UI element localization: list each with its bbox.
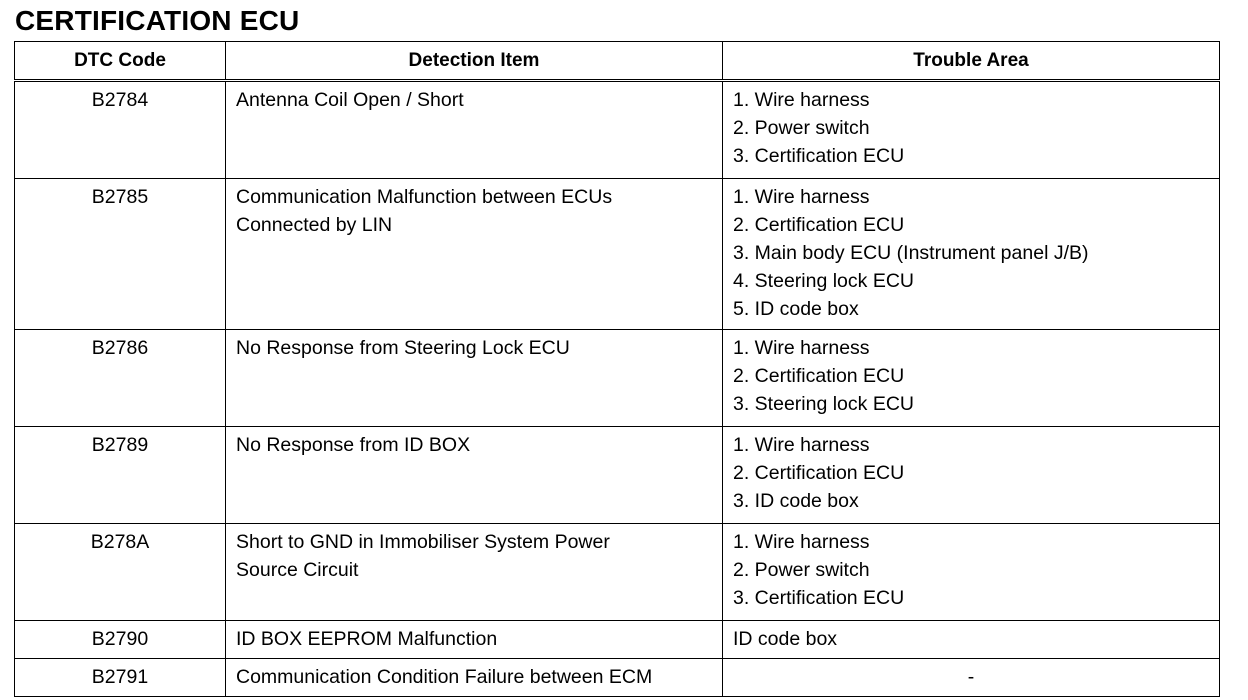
trouble-area-cell xyxy=(723,81,1220,179)
dtc-code-cell: B2791 xyxy=(15,659,226,697)
trouble-area-item: 1. Wire harness xyxy=(733,434,870,456)
dtc-code-cell: B2785 xyxy=(15,179,226,330)
trouble-area-item: 2. Power switch xyxy=(733,559,870,581)
detection-item-cell xyxy=(226,179,723,330)
table-row xyxy=(15,81,1220,179)
header-dtc-code: DTC Code xyxy=(15,42,226,81)
dtc-code-cell: B2786 xyxy=(15,330,226,427)
trouble-area-cell xyxy=(723,659,1220,697)
header-detection-item: Detection Item xyxy=(226,42,723,81)
detection-item-cell xyxy=(226,621,723,659)
page-title: CERTIFICATION ECU xyxy=(15,5,300,36)
trouble-area-item: 3. Steering lock ECU xyxy=(733,393,914,415)
detection-item-cell xyxy=(226,427,723,524)
trouble-area-item: 2. Certification ECU xyxy=(733,462,905,484)
header-trouble-area: Trouble Area xyxy=(723,42,1220,81)
trouble-area-item: 1. Wire harness xyxy=(733,89,870,111)
trouble-area-item: 3. Certification ECU xyxy=(733,145,905,167)
trouble-area-item: 2. Certification ECU xyxy=(733,214,905,236)
detection-item-text: ID BOX EEPROM Malfunction xyxy=(236,628,498,650)
detection-item-cell xyxy=(226,659,723,697)
trouble-area-cell xyxy=(723,621,1220,659)
table-row xyxy=(15,621,1220,659)
table-row xyxy=(15,524,1220,621)
detection-item-text: Communication Condition Failure between ECM xyxy=(236,666,653,688)
trouble-area-item: 2. Power switch xyxy=(733,117,870,139)
dtc-code-cell: B2784 xyxy=(15,81,226,179)
trouble-area-item: 2. Certification ECU xyxy=(733,365,905,387)
detection-item-text: No Response from Steering Lock ECU xyxy=(236,337,570,359)
detection-item-cell xyxy=(226,330,723,427)
trouble-area-item: 3. Certification ECU xyxy=(733,587,905,609)
dtc-code-cell: B2789 xyxy=(15,427,226,524)
trouble-area-item: 3. ID code box xyxy=(733,490,859,512)
detection-item-text: Communication Malfunction between ECUs Connected by LIN xyxy=(236,186,613,236)
table-row xyxy=(15,330,1220,427)
trouble-area-cell xyxy=(723,179,1220,330)
trouble-area-item: - xyxy=(967,666,975,688)
trouble-area-cell xyxy=(723,427,1220,524)
detection-item-text: No Response from ID BOX xyxy=(236,434,471,456)
detection-item-cell xyxy=(226,81,723,179)
detection-item-cell xyxy=(226,524,723,621)
trouble-area-cell xyxy=(723,524,1220,621)
detection-item-text: Antenna Coil Open / Short xyxy=(236,89,464,111)
trouble-area-item: 5. ID code box xyxy=(733,298,859,320)
trouble-area-item: 1. Wire harness xyxy=(733,186,870,208)
trouble-area-item: 1. Wire harness xyxy=(733,337,870,359)
table-row xyxy=(15,659,1220,697)
table-row xyxy=(15,427,1220,524)
detection-item-text: Short to GND in Immobiliser System Power Source Circuit xyxy=(236,531,610,581)
table-row xyxy=(15,179,1220,330)
trouble-area-item: ID code box xyxy=(733,628,838,650)
trouble-area-item: 3. Main body ECU (Instrument panel J/B) xyxy=(733,242,1089,264)
trouble-area-cell xyxy=(723,330,1220,427)
trouble-area-item: 4. Steering lock ECU xyxy=(733,270,914,292)
trouble-area-item: 1. Wire harness xyxy=(733,531,870,553)
dtc-code-cell: B278A xyxy=(15,524,226,621)
dtc-code-cell: B2790 xyxy=(15,621,226,659)
table-header xyxy=(15,42,1220,81)
dtc-table xyxy=(14,41,1220,697)
